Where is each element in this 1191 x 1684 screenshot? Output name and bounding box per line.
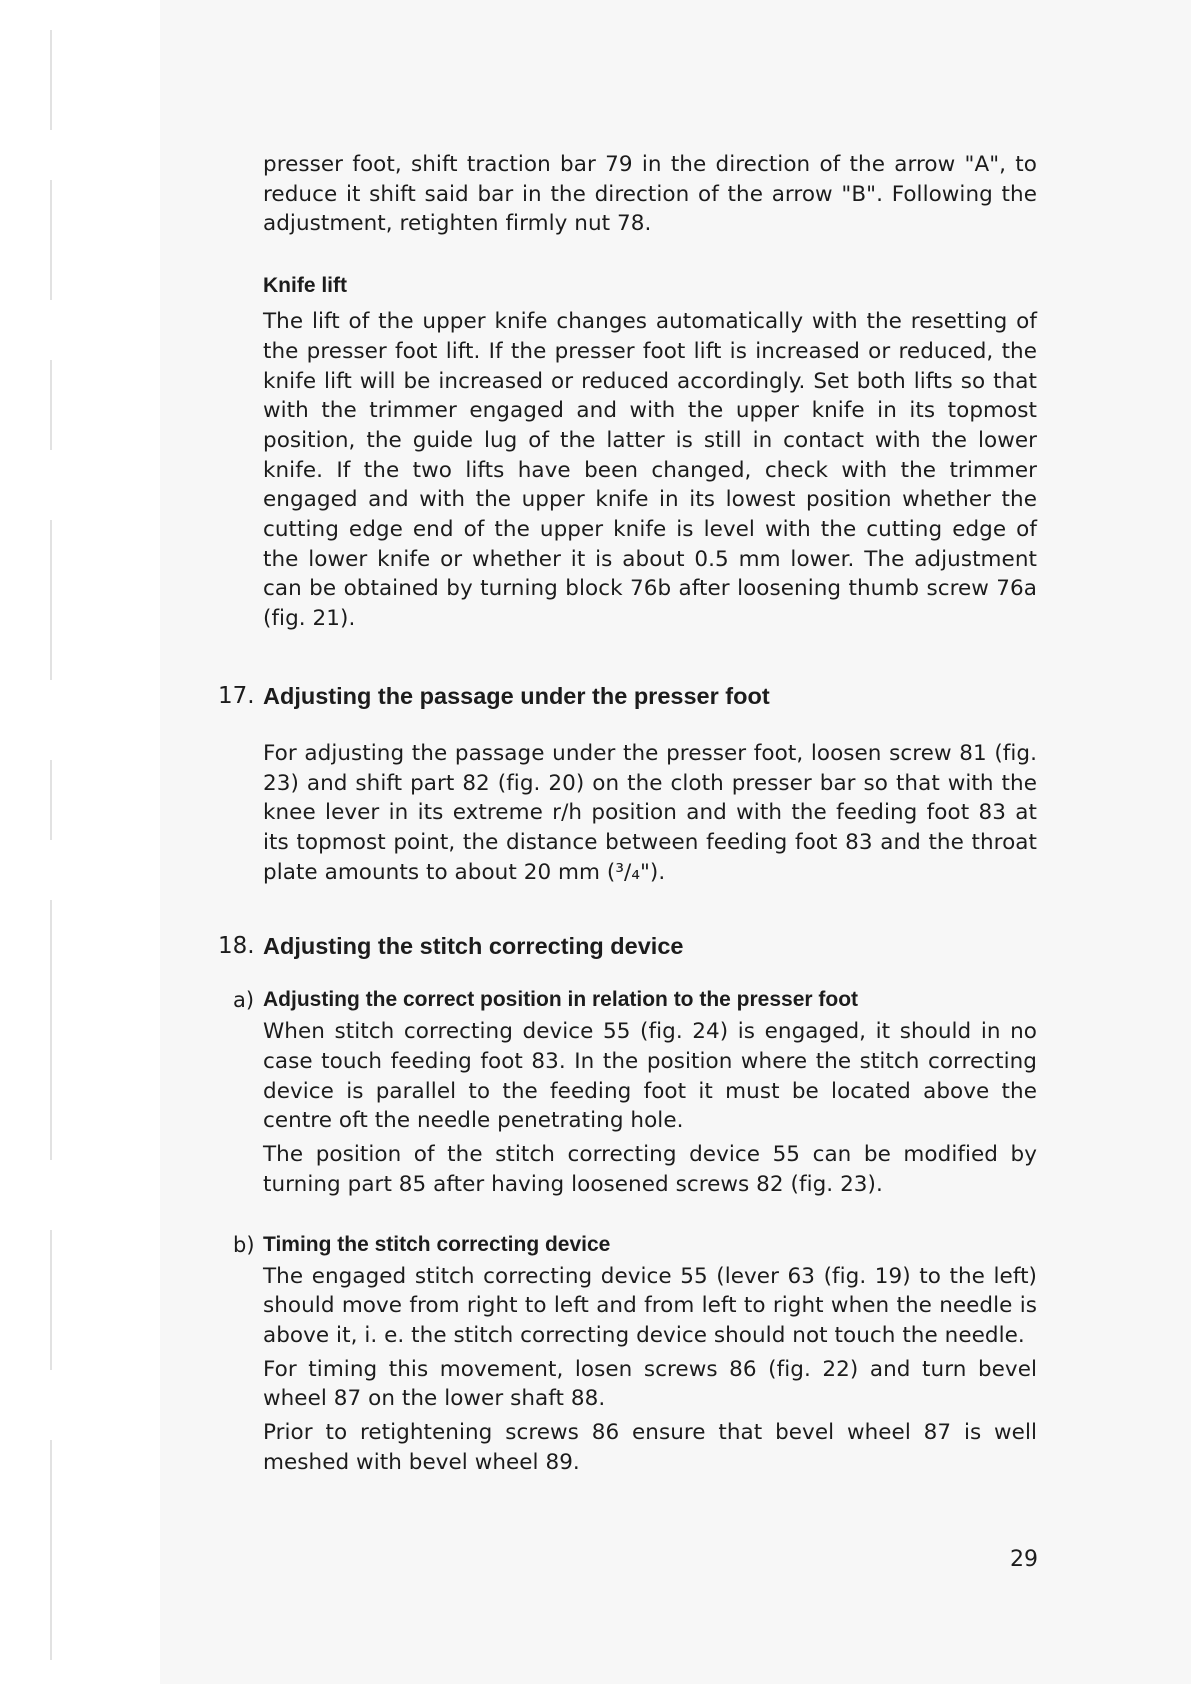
scan-edge-line <box>50 1230 52 1370</box>
item-a <box>233 985 1037 1015</box>
item-a-paragraph-2: The position of the stitch correcting device 55 can be modified by turning part 85 after having loosened screws 82 (fig. 23). <box>263 1142 1037 1197</box>
scan-edge-line <box>50 520 52 680</box>
section-17-paragraph: For adjusting the passage under the presser foot, loosen screw 81 (fig. 23) and shift part 82 (fig. 20) on the cloth presser bar so that with the knee lever in its extreme r/h position and with the feeding foot 83 at its topmost point, the distance between feeding foot 83 and the throat plate amounts to about 20 mm (³/₄"). <box>263 740 1037 885</box>
item-a-heading: Adjusting the correct position in relation to the presser foot <box>263 988 859 1012</box>
section-17 <box>218 679 1037 713</box>
item-b-paragraph-2: For timing this movement, losen screws 86 (fig. 22) and turn bevel wheel 87 on the lower shaft 88. <box>263 1356 1037 1412</box>
scan-edge-line <box>50 180 52 300</box>
section-18 <box>218 929 1037 963</box>
item-b <box>233 1230 1037 1260</box>
item-a-mark: a) <box>233 988 255 1013</box>
knife-lift-paragraph: The lift of the upper knife changes automatically with the resetting of the presser foot lift. If the presser foot lift is increased or reduced, the knife lift will be increased or reduced accordingly. Set both lifts so that with the trimmer engaged and with the upper knife in its topmost position, the guide lug of the latter is still in contact with the lower knife. If the two lifts have been changed, check with the trimmer engaged and with the upper knife in its lowest position whether the cutting edge end of the upper knife is level with the cutting edge of the lower knife or whether it is about 0.5 mm lower. The adjustment can be obtained by turning block 76b after loosening thumb screw 76a (fig. 21). <box>263 309 1037 632</box>
intro-paragraph: presser foot, shift traction bar 79 in the direction of the arrow "A", to reduce it shift said bar in the direction of the arrow "B". Following the adjustment, retighten firmly nut 78. <box>263 152 1037 237</box>
section-17-number: 17. <box>218 682 255 709</box>
scan-edge-line <box>50 1440 52 1660</box>
section-17-title: Adjusting the passage under the presser foot <box>263 682 770 709</box>
scan-edge-line <box>50 360 52 450</box>
section-18-number: 18. <box>218 933 255 960</box>
scan-edge-line <box>50 30 52 130</box>
scan-edge-line <box>50 760 52 840</box>
page-number: 29 <box>1010 1547 1038 1572</box>
item-b-paragraph-3: Prior to retightening screws 86 ensure that bevel wheel 87 is well meshed with bevel wheel 89. <box>263 1420 1037 1475</box>
document-body <box>218 150 1037 1478</box>
item-b-paragraph-1: The engaged stitch correcting device 55 (lever 63 (fig. 19) to the left) should move from right to left and from left to right when the needle is above it, i. e. the stitch correcting device should not touch the needle. <box>263 1263 1037 1348</box>
item-b-heading: Timing the stitch correcting device <box>263 1232 611 1256</box>
section-18-title: Adjusting the stitch correcting device <box>263 933 684 960</box>
scan-edge-line <box>50 900 52 1160</box>
item-a-paragraph-1: When stitch correcting device 55 (fig. 24) is engaged, it should in no case touch feeding foot 83. In the position where the stitch correcting device is parallel to the feeding foot it must be located above the centre oft the needle penetrating hole. <box>263 1019 1037 1134</box>
knife-lift-heading: Knife lift <box>263 274 347 298</box>
item-b-mark: b) <box>233 1232 255 1257</box>
